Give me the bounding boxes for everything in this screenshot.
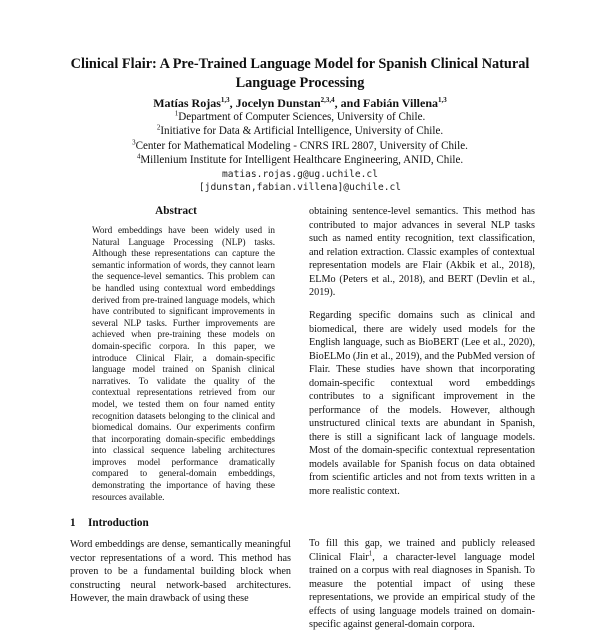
footnote-marker[interactable]: 1 [368,549,373,558]
section-number: 1 [70,517,76,529]
paragraph-text: To fill this gap, we trained and publicly released Clinical Flair [309,538,535,563]
abstract-heading: Abstract [155,205,197,217]
body-paragraph: obtaining sentence-level semantics. This method has contributed to major advances in several NLP tasks such as named entity recognition, text classification, and relation extraction. Classic examples of contextual representation models are Flair (Akbik et al., 2018), ELMo (Peters et al., 2018), and BERT (Devlin et al., 2019). [309,206,535,298]
affiliation-text: Millenium Institute for Intelligent Healthcare Engineering, ANID, Chile. [140,153,464,166]
author-separator: , and [334,96,363,110]
affiliation-marker: 1 [174,109,179,118]
affiliation-marker: 2 [156,123,161,132]
section-heading [70,517,270,529]
body-paragraph [309,537,535,632]
intro-paragraph: Word embeddings are dense, semantically meaningful vector representations of a word. This method has proven to be a fundamental building block when constructing neural network-based architectures. However, the main drawback of using these [70,539,291,604]
affiliation-marker: 4 [136,152,141,161]
email-address: [jdunstan,fabian.villena]@uchile.cl [198,182,402,193]
affiliation-list [40,110,560,167]
email-address: matias.rojas.g@ug.uchile.cl [222,169,378,180]
author-affiliation-marker: 1,3 [220,96,230,104]
affiliation [40,153,560,167]
author-name: Jocelyn Dunstan [235,96,321,110]
author-affiliation-marker: 1,3 [438,96,447,104]
author-separator: , [229,96,236,110]
affiliation [40,139,560,153]
email-list [40,168,560,194]
paper-title: Clinical Flair: A Pre-Trained Language Model for Spanish Clinical Natural Language Processing [70,56,530,91]
author-list [40,96,560,110]
section-title: Introduction [88,517,149,529]
affiliation [40,124,560,138]
paragraph-text: , a character-level language model trained on a corpus with real diagnoses in Spanish. To measure the potential impact of using these representations, we provide an empirical study of the effects of using language models trained on domain-specific against general-domain corpora. [309,551,536,630]
affiliation-marker: 3 [132,137,136,146]
affiliation-text: Center for Mathematical Modeling - CNRS IRL 2807, University of Chile. [135,139,468,152]
affiliation-text: Initiative for Data & Artificial Intelligence, University of Chile. [160,125,444,138]
author-name: Matías Rojas [153,96,221,110]
body-paragraph: Regarding specific domains such as clinical and biomedical, there are widely used models for the English language, such as BioBERT (Lee et al., 2020), BioELMo (Jin et al., 2019), and the PubMed version of Flair. These studies have shown that incorporating domain-specific contextual word embeddings contributes to a significant improvement in the performance of the models. However, although unstructured clinical texts are abundant in Spanish, there is still a significant lack of language models. Most of the domain-specific contextual representation models available for Spanish focus on data obtained from scientific articles and not from texts written in a more realistic context. [309,310,535,497]
author-affiliation-marker: 2,3,4 [320,96,335,104]
affiliation [40,110,560,124]
abstract-text: Word embeddings have been widely used in Natural Language Processing (NLP) tasks. Although these representations can capture the semantic information of words, they cannot learn the sequence-level semantics. This problem can be handled using contextual word embeddings derived from pre-trained language models, which have contributed to significant improvements in several NLP tasks. Further improvements are achieved when pre-training these models on domain-specific corpora. In this paper, we introduce Clinical Flair, a domain-specific language model trained on Spanish clinical narratives. To validate the quality of the contextual representations retrieved from our model, we tested them on four named entity recognition datasets belonging to the clinical and biomedical domains. Our experiments confirm that incorporating domain-specific embeddings into classical sequence labeling architectures improves model performance dramatically compared to general-domain embeddings, demonstrating the importance of having these resources available. [92,225,275,502]
author-name: Fabián Villena [363,96,439,110]
affiliation-text: Department of Computer Sciences, University of Chile. [178,111,426,123]
